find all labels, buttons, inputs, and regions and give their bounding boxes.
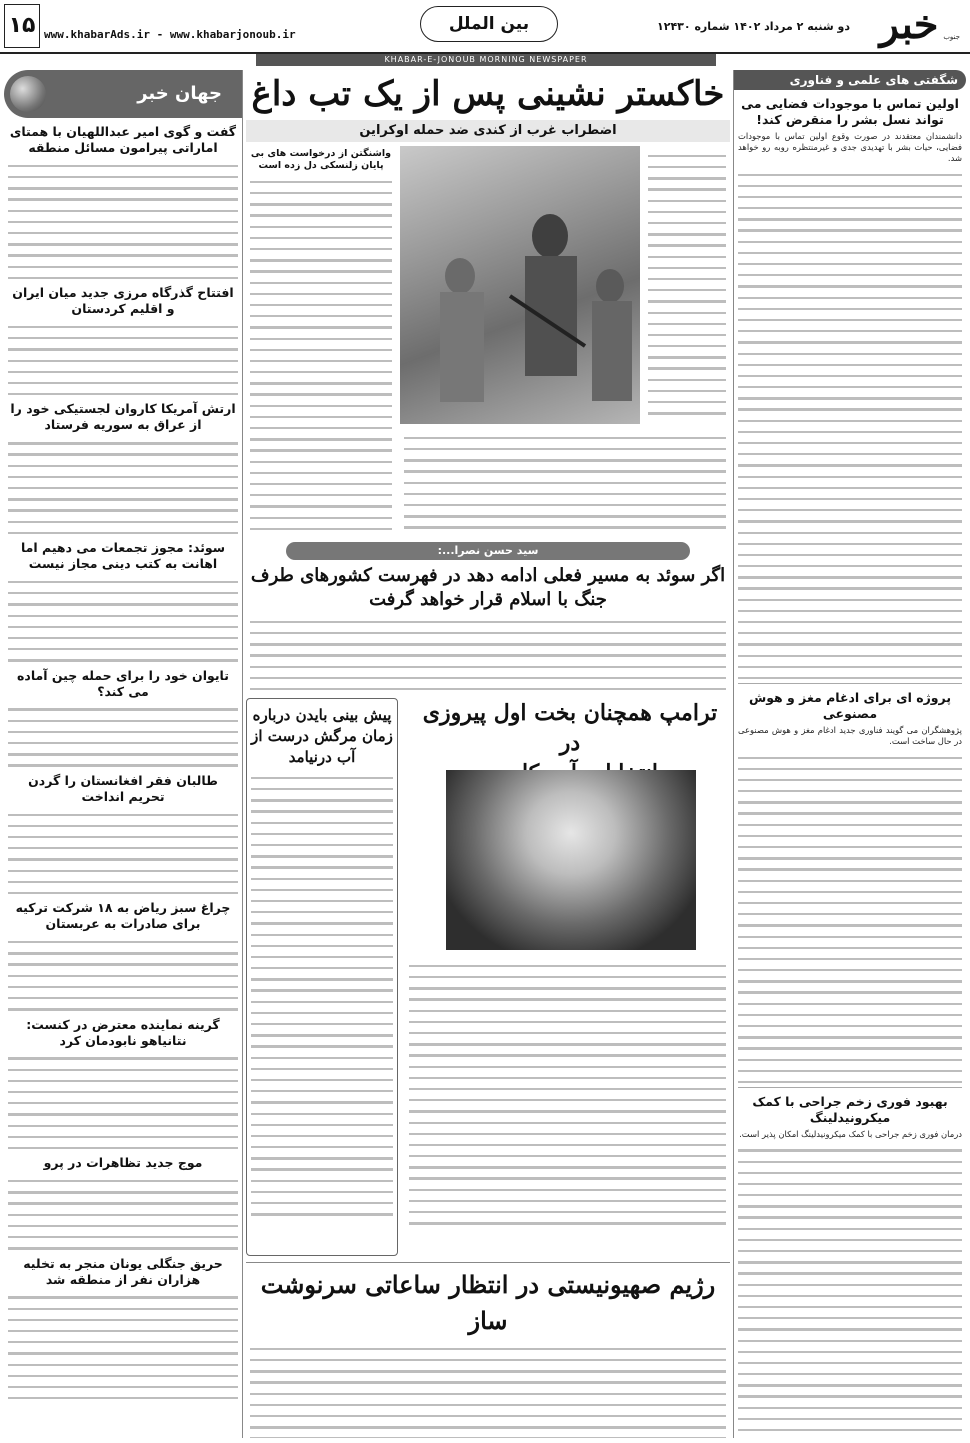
article-body-text [738, 1149, 962, 1438]
masthead [0, 0, 970, 54]
news-title[interactable]: حریق جنگلی یونان منجر به تخلیه هزاران نفر از منطقه شد [23, 1255, 223, 1287]
news-title[interactable]: طالبان فقر افغانستان را گردن تحریم انداخت [28, 772, 218, 804]
biden-box-headline[interactable]: پیش بینی بایدن درباره زمان مرگش درست از آب درنیامد [251, 706, 393, 766]
divider [738, 683, 962, 684]
news-title[interactable]: افتتاح گذرگاه مرزی جدید میان ایران و اقلیم کردستان [12, 285, 234, 317]
ukraine-article-continued [400, 428, 730, 534]
news-body-text [8, 1296, 238, 1399]
article-lead: دانشمندان معتقدند در صورت وقوع اولین تماس با موجودات فضایی، حیات بشر با تهدیدی جدی و غیرمنتظره روبه رو خواهد شد. [738, 131, 962, 164]
news-title[interactable]: گفت و گوی امیر عبداللهیان با همتای اماراتی پیرامون مسائل منطقه [9, 124, 237, 155]
news-body-text [8, 941, 238, 1010]
trump-story [246, 698, 730, 1258]
trump-headline-line1[interactable]: ترامپ همچنان بخت اول پیروزی در [422, 700, 718, 756]
trump-body-text [405, 956, 730, 1256]
news-body-text [8, 581, 238, 662]
logo-subtitle: جنوب [943, 33, 960, 41]
news-title[interactable]: ارتش آمریکا کاروان لجستیکی خود را از عراق به سوریه فرستاد [10, 401, 236, 433]
news-title[interactable]: سوئد: مجوز تجمعات می دهیم اما اهانت به کتب دینی مجاز نیست [20, 540, 226, 572]
news-body-text [8, 1180, 238, 1249]
main-subhead: اضطراب غرب از کندی ضد حمله اوکراین [246, 120, 730, 142]
news-title[interactable]: چراغ سبز ریاض به ۱۸ شرکت ترکیه برای صادرات به عربستان [15, 900, 231, 932]
news-body-text [8, 326, 238, 395]
nasrallah-tag: سید حسن نصرا...: [286, 542, 690, 560]
nasrallah-headline-line2[interactable]: جنگ با اسلام قرار خواهد گرفت [369, 589, 607, 610]
sidebar-body-text [250, 181, 392, 530]
trump-photo [446, 770, 696, 950]
article-body-text [738, 174, 962, 680]
main-headline[interactable]: خاکستر نشینی پس از یک تب داغ [251, 74, 725, 114]
soldiers-photo [400, 146, 640, 424]
newspaper-logo[interactable]: خبر [879, 1, 939, 48]
masthead-strip: KHABAR-E-JONOUB MORNING NEWSPAPER [256, 54, 716, 66]
news-body-text [8, 1057, 238, 1149]
world-news-rubric [4, 70, 242, 118]
ukraine-sidebar [246, 146, 396, 538]
news-body-text [8, 165, 238, 279]
right-column-science [733, 70, 966, 1438]
news-body-text [8, 442, 238, 534]
nasrallah-body-text [250, 612, 726, 692]
page-number: ۱۵ [4, 4, 40, 48]
section-label: بین الملل [420, 6, 558, 42]
middle-column [246, 70, 730, 1438]
article-title[interactable]: بهبود فوری زخم جراحی با کمک میکرونیدلینگ [752, 1094, 948, 1126]
zionist-headline[interactable]: رژیم صهیونیستی در انتظار ساعاتی سرنوشت ساز [260, 1270, 716, 1335]
website-urls[interactable]: www.khabarAds.ir - www.khabarjonoub.ir [44, 28, 296, 41]
news-body-text [8, 814, 238, 895]
article-body-text [738, 757, 962, 1084]
globe-icon [10, 76, 46, 112]
nasrallah-headline-line1[interactable]: اگر سوئد به مسیر فعلی ادامه دهد در فهرست کشورهای طرف [250, 565, 726, 586]
divider [738, 1087, 962, 1088]
ukraine-article-text [644, 146, 730, 424]
news-body-text [8, 708, 238, 766]
zionist-body-text [250, 1339, 726, 1438]
news-title[interactable]: گرینه نماینده معترض در کنست: نتانیاهو نابودمان کرد [26, 1016, 220, 1048]
sidebar-title[interactable]: واشنگتن از درخواست های بی پایان زلنسکی دل زده است [250, 148, 392, 171]
article-title[interactable]: اولین تماس با موجودات فضایی می تواند نسل بشر را منقرض کند! [741, 96, 959, 127]
left-column-world-news [4, 70, 243, 1438]
news-title[interactable]: موج جدید تظاهرات در پرو [43, 1155, 203, 1171]
science-rubric: شگفتی های علمی و فناوری [734, 70, 966, 90]
rubric-label: جهان خبر [137, 83, 222, 104]
news-title[interactable]: تایوان خود را برای حمله چین آماده می کند؟ [17, 667, 229, 699]
article-lead: درمان فوری زخم جراحی با کمک میکرونیدلینگ امکان پذیر است. [739, 1129, 962, 1140]
biden-box [246, 698, 398, 1256]
ukraine-story [246, 146, 730, 538]
article-title[interactable]: پروژه ای برای ادغام مغز و هوش مصنوعی [748, 690, 952, 722]
article-lead: پژوهشگران می گویند فناوری جدید ادغام مغز و هوش مصنوعی در حال ساخت است. [738, 725, 962, 747]
issue-dateline: دو شنبه ۲ مرداد ۱۴۰۲ شماره ۱۲۴۳۰ [657, 20, 850, 33]
